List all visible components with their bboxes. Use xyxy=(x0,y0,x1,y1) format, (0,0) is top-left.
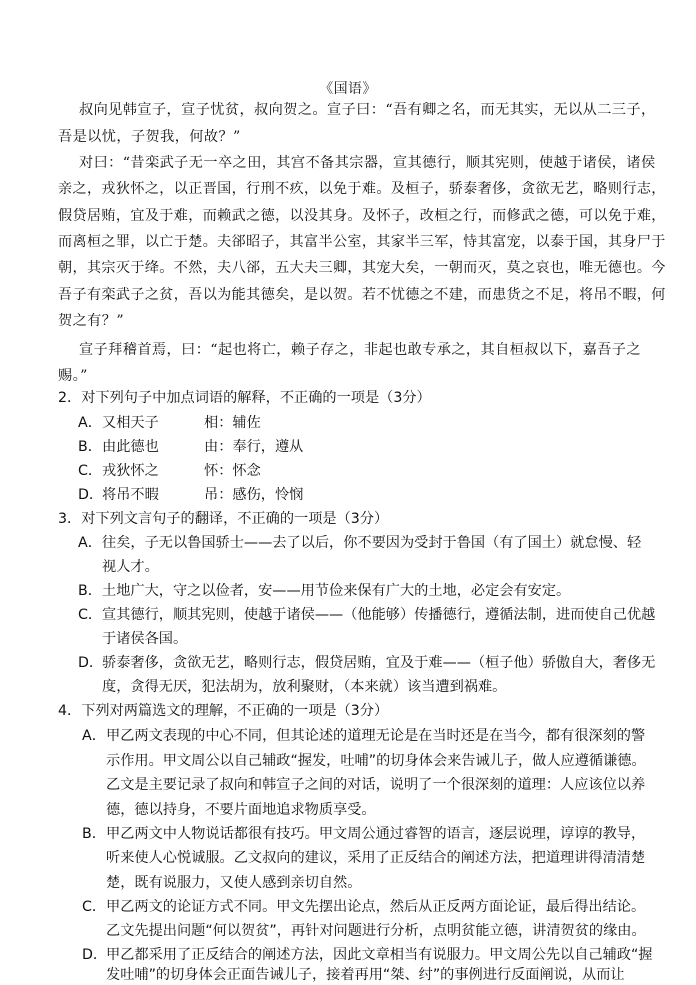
option-text: 示作用。甲文周公以自己辅政“握发，吐哺”的切身体会来告诫儿子，做人应遵循谦德。 xyxy=(106,753,646,769)
option-letter: B． xyxy=(78,439,102,455)
option-text: 发吐哺”的切身体会正面告诫儿子，接着再用“桀、纣”的事例进行反面阐说，从而让 xyxy=(106,967,625,983)
option-letter: D． xyxy=(78,487,104,503)
option-phrase: 由此德也 xyxy=(102,439,159,455)
question-stem: 3．对下列文言句子的翻译，不正确的一项是（3分） xyxy=(58,511,389,527)
question-stem: 2．对下列句子中加点词语的解释，不正确的一项是（3分） xyxy=(58,390,431,406)
option-text: 听来使人心悦诚服。乙文叔向的建议，采用了正反结合的阐述方法，把道理讲得清清楚 xyxy=(106,850,646,866)
option-text: 土地广大，守之以俭者，安——用节俭来保有广大的土地，必定会有安定。 xyxy=(102,583,571,599)
option-text: 于诸侯各国。 xyxy=(102,631,188,647)
passage-line: 亲之，戎狄怀之，以正晋国，行刑不疚，以免于难。及桓子，骄泰奢侈，贪欲无艺，略则行志， xyxy=(58,181,666,197)
option-text: 甲乙两文的论证方式不同。甲文先摆出论点，然后从正反两方面论证，最后得出结论。 xyxy=(106,899,646,915)
option-text: 甲乙两文中人物说话都很有技巧。甲文周公通过睿智的语言，逐层说理，谆谆的教导， xyxy=(106,826,646,842)
option-text: 视人才。 xyxy=(102,559,159,575)
option-text: 宣其德行，顺其宪则，使越于诸侯——（他能够）传播德行，遵循法制，进而使自己优越 xyxy=(102,607,656,623)
option-letter: B． xyxy=(82,826,106,842)
option-gloss: 相：辅佐 xyxy=(204,415,261,431)
passage-line: 吾是以忧，子贺我，何故？” xyxy=(58,129,241,145)
passage-title: 《国语》 xyxy=(319,81,377,97)
option-letter: C． xyxy=(82,899,107,915)
option-gloss: 吊：感伤，怜悯 xyxy=(204,487,304,503)
option-text: 甲乙都采用了正反结合的阐述方法，因此文章相当有说服力。甲文周公先以自己辅政“握 xyxy=(106,947,653,963)
option-text: 楚，既有说服力，又使人感到亲切自然。 xyxy=(106,875,362,891)
passage-line: 叔向见韩宣子，宣子忧贫，叔向贺之。宣子曰：“吾有卿之名，而无其实，无以从二三子， xyxy=(79,102,656,118)
option-text: 甲乙两文表现的中心不同，但其论述的道理无论是在当时还是在当今，都有很深刻的警 xyxy=(106,728,646,744)
option-letter: C． xyxy=(78,607,103,623)
option-letter: A． xyxy=(82,728,106,744)
option-text: 德，德以持身，不要片面地追求物质享受。 xyxy=(106,802,376,818)
option-text: 乙文是主要记录了叔向和韩宣子之间的对话，说明了一个很深刻的道理：人应该位以养 xyxy=(106,777,646,793)
option-letter: D． xyxy=(82,947,108,963)
passage-line: 吾子有栾武子之贫，吾以为能其德矣，是以贺。若不忧德之不建，而患货之不足，将吊不暇，何 xyxy=(58,287,666,303)
option-text: 乙文先提出问题“何以贺贫”，再针对问题进行分析，点明贫能立德，讲清贺贫的缘由。 xyxy=(106,923,646,939)
passage-line: 贺之有？” xyxy=(58,313,125,329)
option-letter: B． xyxy=(78,583,102,599)
option-letter: C． xyxy=(78,463,103,479)
option-letter: A． xyxy=(78,415,102,431)
passage-line: 赐。” xyxy=(58,368,88,384)
option-text: 往矣，子无以鲁国骄士——去了以后，你不要因为受封于鲁国（有了国土）就怠慢、轻 xyxy=(102,535,642,551)
passage-line: 对曰：“昔栾武子无一卒之田，其宫不备其宗器，宣其德行，顺其宪则，使越于诸侯，诸侯 xyxy=(79,155,656,171)
passage-line: 宣子拜稽首焉，曰：“起也将亡，赖子存之，非起也敢专承之，其自桓叔以下，嘉吾子之 xyxy=(79,342,641,358)
option-letter: D． xyxy=(78,655,104,671)
option-phrase: 戎狄怀之 xyxy=(102,463,159,479)
option-text: 骄泰奢侈，贪欲无艺，略则行志，假贷居贿，宜及于难——（桓子他）骄傲自大，奢侈无 xyxy=(102,655,656,671)
option-gloss: 怀：怀念 xyxy=(204,463,261,479)
passage-line: 而离桓之罪，以亡于楚。夫郤昭子，其富半公室，其家半三军，恃其富宠，以泰于国，其身尸于 xyxy=(58,234,666,250)
passage-line: 朝，其宗灭于绛。不然，夫八郤，五大夫三卿，其宠大矣，一朝而灭，莫之哀也，唯无德也。今 xyxy=(58,260,666,276)
option-letter: A． xyxy=(78,535,102,551)
question-stem: 4．下列对两篇选文的理解，不正确的一项是（3分） xyxy=(58,703,389,719)
option-phrase: 将吊不暇 xyxy=(102,487,159,503)
passage-line: 假贷居贿，宜及于难，而赖武之德，以没其身。及怀子，改桓之行，而修武之德，可以免于难， xyxy=(58,208,666,224)
option-text: 度，贪得无厌，犯法胡为，放利聚财，（本来就）该当遭到祸难。 xyxy=(102,679,507,695)
option-phrase: 又相天子 xyxy=(102,415,159,431)
option-gloss: 由：奉行，遵从 xyxy=(204,439,304,455)
